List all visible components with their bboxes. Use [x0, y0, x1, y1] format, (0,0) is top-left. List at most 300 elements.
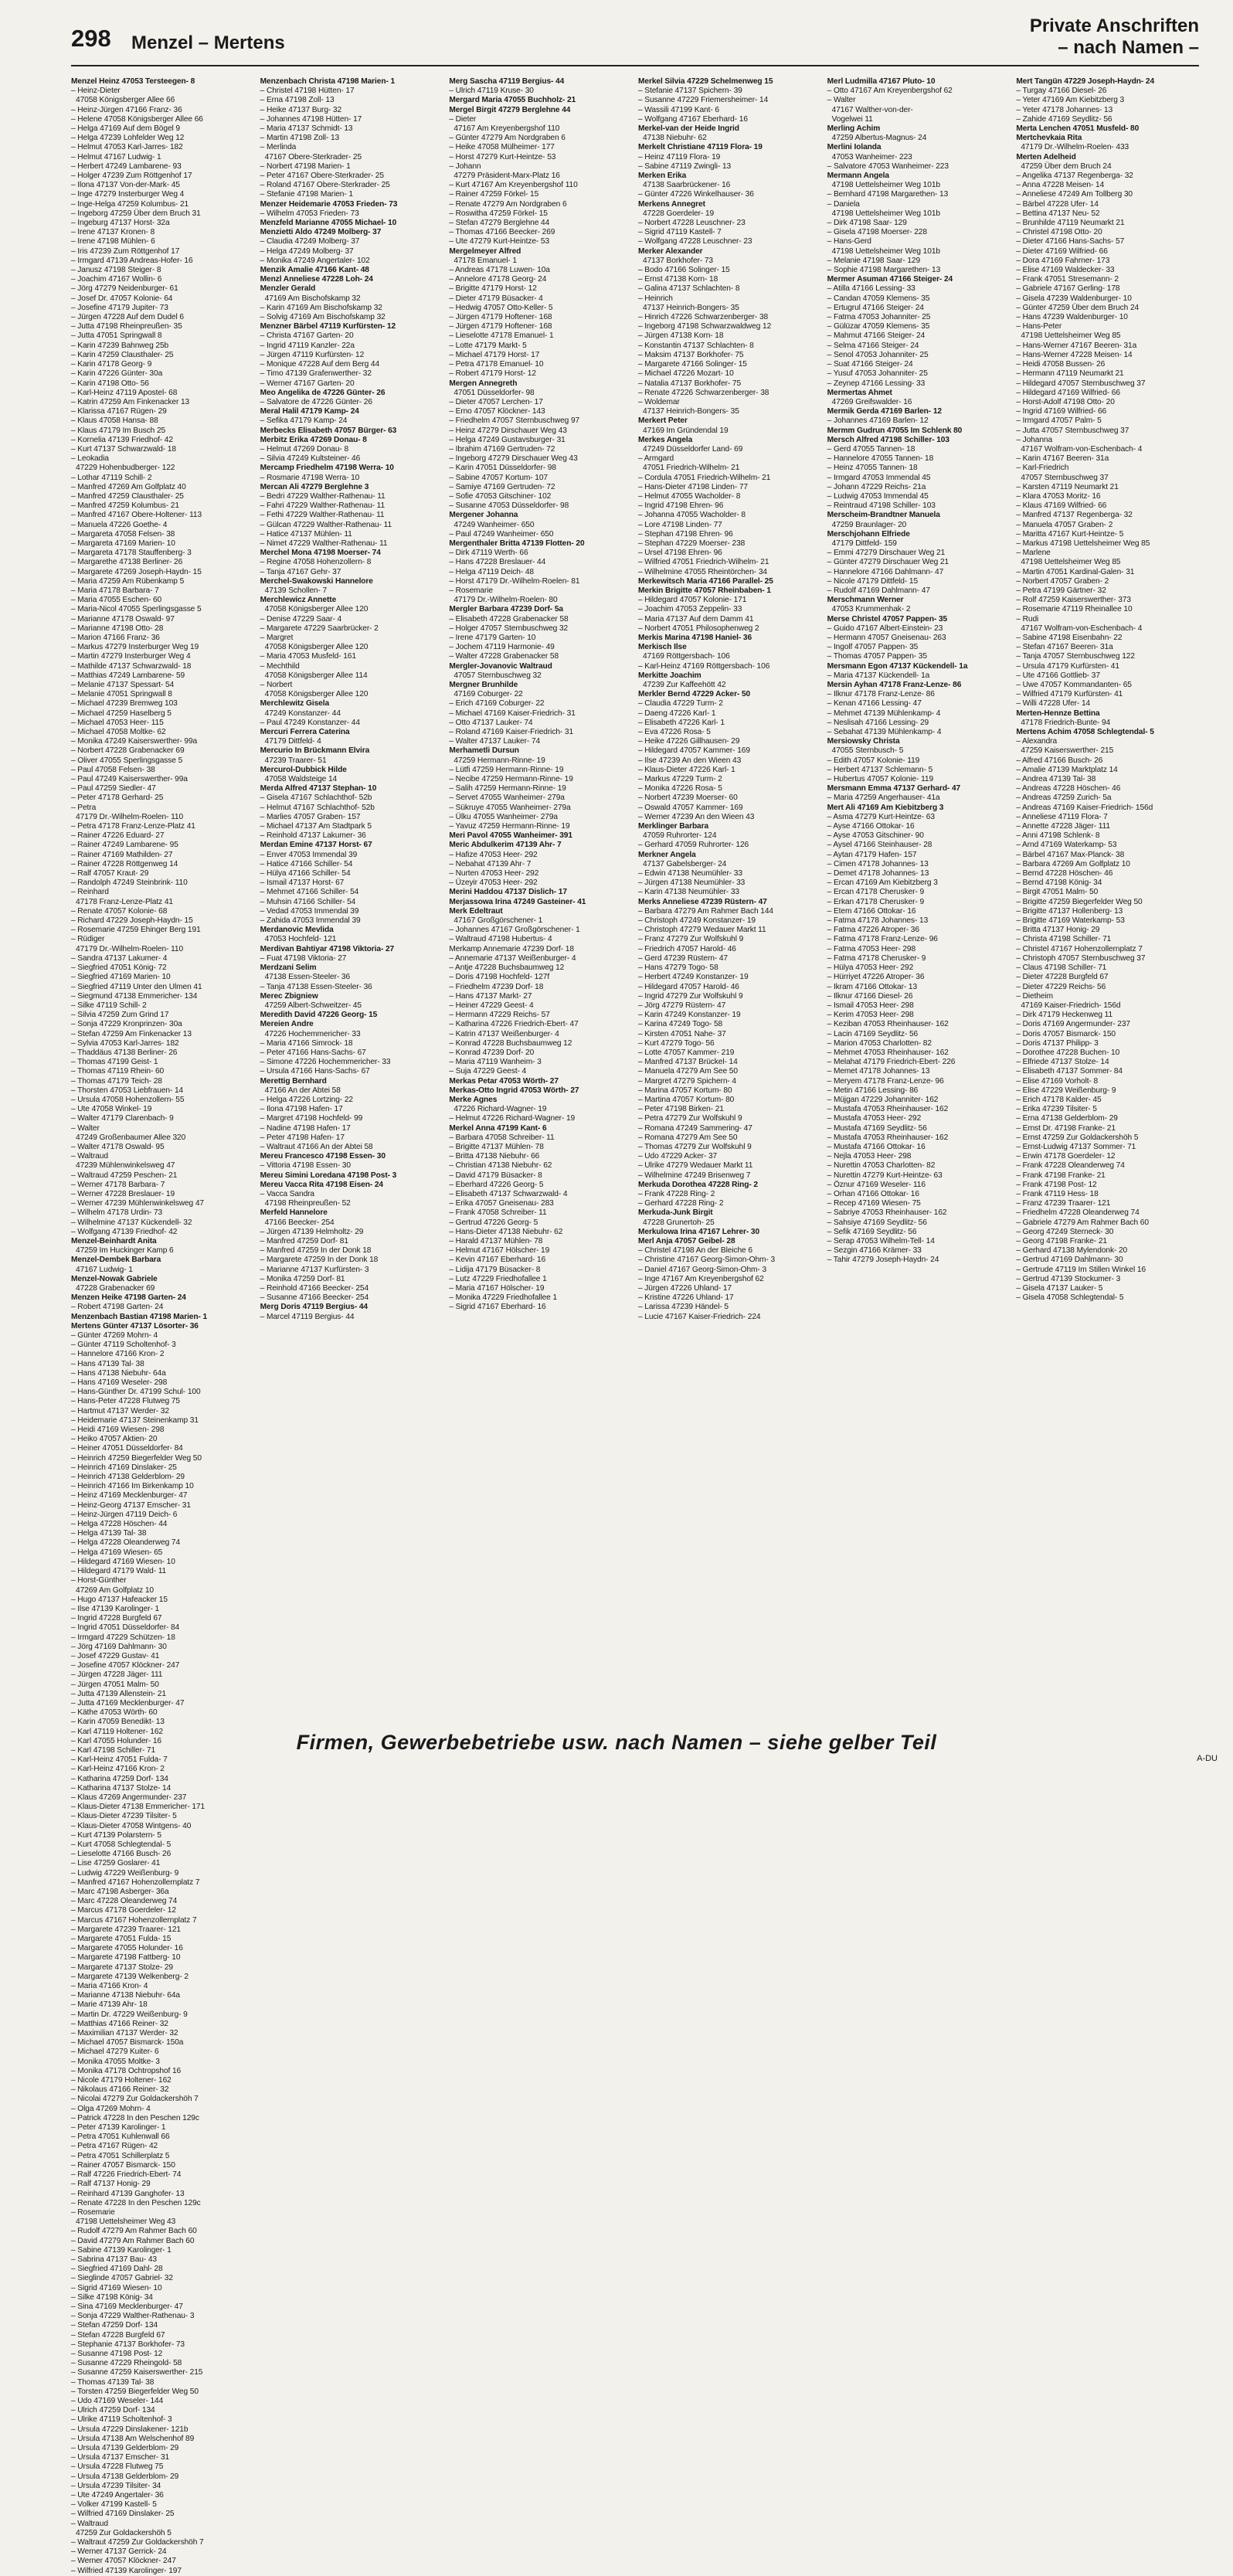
listing-entry: – Christine 47167 Georg-Simon-Ohm- 3 [638, 1256, 776, 1265]
listing-entry: – Maria 47259 Am Rübenkamp 5 [71, 576, 185, 586]
listing-entry: – Kurt 47058 Schlegtendal- 5 [71, 1840, 172, 1849]
listing-entry: – Irmgard 47229 Schützen- 18 [71, 1633, 175, 1642]
listing-entry: 47179 Dr.-Wilhelm-Roelen- 110 [76, 812, 184, 821]
surname-entry: Mergard Maria 47055 Buchholz- 21 [449, 96, 576, 105]
listing-entry: – Rainer 47228 Röttgenweg 14 [71, 859, 178, 868]
listing-entry: – Christel 47198 Hütten- 17 [260, 87, 355, 96]
surname-entry: Mereu Simini Loredana 47198 Post- 3 [260, 1171, 397, 1180]
listing-entry: – Marcel 47119 Bergius- 44 [260, 1312, 355, 1321]
listing-entry: – Manfred 47167 Obere-Holtener- 113 [71, 511, 202, 520]
listing-entry: – Stefan 47279 Berglehne 44 [449, 219, 550, 228]
listing-entry: – Gisela 47198 Moerser- 228 [827, 228, 927, 237]
listing-entry: – Hans 47138 Niebuhr- 64a [71, 1368, 166, 1378]
listing-entry: – Olga 47269 Mohrn- 4 [71, 2104, 151, 2113]
listing-entry: – Kenan 47166 Lessing- 47 [827, 699, 922, 709]
listing-entry: – Margarete 47051 Fulda- 15 [71, 1935, 172, 1944]
listing-entry: 47259 Hermann-Rinne- 19 [453, 756, 545, 765]
listing-entry: – Ibrahim 47169 Gertruden- 72 [449, 444, 555, 454]
listing-entry: – Reinhard [71, 888, 109, 897]
listing-entry: – Konrad 47239 Dorf- 20 [449, 1048, 535, 1057]
surname-entry: Mereu Vacca Rita 47198 Eisen- 24 [260, 1180, 383, 1189]
listing-entry: – Susanne 47053 Düsseldorfer- 98 [449, 501, 569, 511]
listing-entry: – Richard 47229 Joseph-Haydn- 15 [71, 916, 193, 926]
listing-entry: – Helmut 47226 Richard-Wagner- 19 [449, 1114, 576, 1123]
listing-entry: – Helga 47228 Oleanderweg 74 [71, 1538, 181, 1548]
listing-entry: – Ingeburg 47137 Horst- 32a [71, 219, 170, 228]
listing-entry: – Hildegard 47179 Wald- 11 [71, 1567, 167, 1576]
listing-entry: – Karin 47198 Otto- 56 [71, 379, 149, 388]
listing-entry: – Monika 47055 Moltke- 3 [71, 2057, 160, 2066]
listing-entry: – Barbara 47058 Schreiber- 11 [449, 1133, 555, 1142]
listing-entry: – Elisabeth 47137 Schwarzwald- 4 [449, 1189, 568, 1198]
listing-entry: – Cimen 47178 Johannes- 13 [827, 859, 929, 868]
surname-entry: Merchlewitz Gisela [260, 699, 330, 709]
listing-entry: – Inge 47167 Am Kreyenbergshof 62 [638, 1274, 764, 1283]
listing-entry: – Markus 47229 Turm- 2 [638, 775, 722, 784]
listing-entry: – Karin 47249 Konstanzer- 19 [638, 1011, 741, 1020]
listing-entry: 47178 Emanuel- 1 [453, 256, 517, 265]
listing-entry: – Gülüzar 47059 Klemens- 35 [827, 322, 930, 331]
listing-entry: – Michael 47137 Am Stadtpark 5 [260, 822, 372, 831]
listing-entry: – Dorothee 47228 Buchen- 10 [1016, 1048, 1120, 1057]
listing-entry: – Birgit 47051 Malm- 50 [1016, 888, 1099, 897]
listing-entry: – Yeter 47169 Am Kiebitzberg 3 [1016, 96, 1125, 105]
listing-entry: – Ülku 47055 Wanheimer- 279a [449, 812, 558, 821]
surname-entry: Menzel-Nowak Gabriele [71, 1274, 158, 1283]
listing-entry: – Heike 47226 Gillhausen- 29 [638, 737, 740, 746]
listing-entry: – Peter 47166 Hans-Sachs- 67 [260, 1048, 366, 1057]
listing-entry: – Norbert 47228 Grabenacker 69 [71, 746, 185, 756]
listing-entry: – Elisabeth 47226 Karl- 1 [638, 718, 725, 727]
listing-entry: – Kurt 47167 Am Kreyenbergshof 110 [449, 181, 578, 190]
listing-entry: – Margarete 47055 Holunder- 16 [71, 1944, 183, 1953]
listing-entry: – Angelika 47137 Regenberga- 32 [1016, 172, 1133, 181]
listing-entry: – Werner 47137 Gerrick- 24 [71, 2547, 167, 2557]
listing-entry: – Silvia 47249 Kultsteiner- 46 [260, 454, 361, 464]
listing-entry: – Sabine 47119 Zwingli- 13 [638, 161, 732, 171]
listing-entry: – Mustafa 47053 Heer- 292 [827, 1114, 922, 1123]
surname-entry: Mercan Ali 47279 Berglehne 3 [260, 482, 369, 491]
surname-entry: Merkel Anna 47199 Kant- 6 [449, 1123, 547, 1133]
listing-entry: 47053 Hochfeld- 121 [264, 935, 337, 944]
listing-entry: – Helga 47249 Molberg- 37 [260, 246, 354, 256]
listing-entry: – Karin 47259 Clausthaler- 25 [71, 350, 174, 359]
listing-entry: – Heidi 47058 Bussen- 26 [1016, 360, 1106, 369]
listing-entry: – Jutta 47198 Rheinpreußen- 35 [71, 322, 182, 331]
listing-entry: – Günter 47279 Am Nordgraben 6 [449, 134, 566, 143]
listing-entry: – Marc 47198 Asberger- 36a [71, 1888, 169, 1896]
listing-entry: – Frank 47228 Ring- 2 [638, 1189, 715, 1198]
listing-entry: – Ilknur 47166 Diesel- 26 [827, 991, 913, 1001]
listing-entry: – Suja 47229 Geest- 4 [449, 1067, 527, 1076]
listing-entry: – Ralf 47057 Kraut- 29 [71, 869, 149, 878]
surname-entry: Merkel Silvia 47229 Schelmenweg 15 [638, 77, 773, 86]
listing-entry: – Maritta 47167 Kurt-Heintze- 5 [1016, 529, 1124, 539]
listing-entry: – Ludwig 47229 Weißenburg- 9 [71, 1868, 179, 1878]
listing-entry: – Werner 47178 Barbara- 7 [71, 1180, 165, 1189]
listing-entry: – Marlies 47057 Graben- 157 [260, 812, 361, 821]
listing-entry: 47058 Waldsteige 14 [264, 775, 338, 784]
listing-entry: – Dieter 47166 Hans-Sachs- 57 [1016, 237, 1125, 246]
listing-entry: – Reinhold 47137 Lakumer- 36 [260, 831, 366, 841]
listing-entry: – Ercan 47169 Am Kiebitzberg 3 [827, 878, 938, 888]
listing-entry: – Yusuf 47053 Johanniter- 25 [827, 369, 928, 379]
surname-entry: Merdzani Selim [260, 963, 317, 973]
listing-column-4 [638, 77, 821, 1322]
listing-entry: – Tahir 47279 Joseph-Haydn- 24 [827, 1256, 939, 1265]
listing-entry: 47249 Düsseldorfer Land- 69 [643, 444, 743, 454]
listing-entry: – Ursula 47139 Gelderblom- 29 [71, 2443, 179, 2452]
listing-entry: – Herbert 47249 Konstanzer- 19 [638, 973, 749, 982]
surname-entry: Merkas-Otto Ingrid 47053 Wörth- 27 [449, 1086, 579, 1095]
listing-entry: – Holger 47239 Zum Röttgenhof 17 [71, 172, 192, 181]
surname-entry: Merkler Bernd 47229 Acker- 50 [638, 690, 751, 699]
listing-entry: – Inge-Helga 47259 Kolumbus- 21 [71, 199, 189, 209]
listing-entry: – Fatma 47053 Heer- 298 [827, 944, 916, 953]
listing-entry: 47249 Wanheimer- 650 [453, 520, 535, 529]
listing-entry: – Ursula 47138 Am Welschenhof 89 [71, 2434, 195, 2443]
listing-entry: – Irmgard 47053 Immendal 45 [827, 473, 931, 482]
listing-entry: – Vittoria 47198 Essen- 30 [260, 1161, 351, 1171]
listing-entry: – Brigitte 47137 Hollenberg- 13 [1016, 906, 1123, 916]
listing-entry: – Hildegard 47057 Kammer- 169 [638, 746, 750, 756]
listing-entry: – Robert 47179 Horst- 12 [449, 369, 536, 379]
listing-entry: – Katrin 47137 Weißenburger- 4 [449, 1029, 559, 1038]
listing-entry: – Frank 47058 Schreiber- 11 [449, 1208, 547, 1218]
listing-entry: – Waltraut 47166 An der Abtei 58 [260, 1142, 373, 1151]
listing-entry: – Sebahat 47139 Mühlenkamp- 4 [827, 728, 942, 737]
listing-entry: – Necibe 47259 Hermann-Rinne- 19 [449, 775, 573, 784]
surname-entry: Merkner Angela [638, 850, 696, 859]
listing-entry: – Georg 47198 Franke- 21 [1016, 1236, 1107, 1246]
listing-entry: 47249 Konstanzer- 44 [264, 709, 341, 718]
listing-entry: 47239 Mühlenwinkelsweg 47 [76, 1161, 175, 1171]
listing-entry: – Ernst-Ludwig 47137 Sommer- 71 [1016, 1142, 1136, 1151]
listing-entry: – Kirsten 47051 Nahe- 37 [638, 1029, 726, 1038]
listing-entry: – Renate 47279 Am Nordgraben 6 [449, 199, 567, 209]
surname-entry: Merschjohann Elfriede [827, 529, 910, 539]
listing-entry: – Hugo 47137 Hafeacker 15 [71, 1595, 168, 1604]
listing-entry: – Nebahat 47139 Ahr- 7 [449, 859, 532, 868]
listing-entry: – Sabine 47198 Eisenbahn- 22 [1016, 633, 1123, 642]
listing-entry: – Elfriede 47137 Stolze- 14 [1016, 1058, 1109, 1067]
page-number: 298 [71, 25, 111, 52]
surname-entry: Merbitz Erika 47269 Donau- 8 [260, 435, 367, 444]
surname-entry: Mergen Annegreth [449, 379, 518, 388]
listing-entry: – Ursula 47239 Tilsiter- 34 [71, 2481, 161, 2490]
surname-entry: Mergener Johanna [449, 511, 518, 520]
listing-entry: 47179 Dr.-Wilhelm-Roelen- 433 [1021, 143, 1129, 152]
listing-entry: – Edwin 47138 Neumühler- 33 [638, 869, 742, 878]
listing-entry: – Brigitte 47169 Waterkamp- 53 [1016, 916, 1125, 926]
listing-entry: – Mustafa 47166 Ottokar- 16 [827, 1142, 926, 1151]
listing-entry: – Irene 47198 Mühlen- 6 [71, 237, 155, 246]
surname-entry: Merker Alexander [638, 246, 703, 256]
surname-entry: Merfeld Hannelore [260, 1208, 328, 1218]
listing-entry: – Michael 47279 Kuiter- 6 [71, 2048, 159, 2057]
listing-entry: 47249 Großenbaumer Allee 320 [76, 1133, 186, 1142]
listing-entry: – Kurt 47139 Polarstern- 5 [71, 1830, 161, 1840]
listing-entry: – Marlene [1016, 549, 1051, 558]
listing-entry: – Nurten 47053 Heer- 292 [449, 869, 539, 878]
listing-entry: – Torsten 47259 Biegerfelder Weg 50 [71, 2387, 199, 2396]
listing-entry: – Hans-Dieter 47198 Linden- 77 [638, 482, 748, 491]
listing-entry: – Michael 47239 Bremweg 103 [71, 699, 178, 709]
listing-entry: – Fatma 47053 Johanniter- 25 [827, 313, 931, 322]
listing-entry: – Michael 47058 Moltke- 62 [71, 728, 166, 737]
listing-entry: – Daniela [827, 199, 860, 209]
listing-entry: – Mustafa 47169 Seydlitz- 56 [827, 1123, 927, 1133]
listing-entry: – Hannelore 47055 Tannen- 18 [827, 454, 934, 464]
listing-entry: – Wilhelmine 47249 Brisenweg 7 [638, 1171, 751, 1180]
listing-entry: – Maria 47166 Simrock- 18 [260, 1038, 353, 1048]
listing-entry: – Heiko 47057 Aktien- 20 [71, 1435, 158, 1444]
listing-entry: – Karl-Heinz 47166 Kron- 2 [71, 1765, 165, 1774]
listing-entry: – Maria 47137 Schmidt- 13 [260, 124, 353, 134]
listing-entry: – Memet 47178 Johannes- 13 [827, 1067, 930, 1076]
listing-entry: – Ilona 47137 Von-der-Mark- 45 [71, 181, 180, 190]
listing-entry: – Karl-Heinz 47119 Apostel- 68 [71, 388, 178, 397]
listing-entry: – Ingeborg 47279 Dirschauer Weg 43 [449, 454, 578, 464]
listing-entry: – Walter 47137 Lauker- 74 [449, 737, 541, 746]
surname-entry: Merkisch Ilse [638, 643, 687, 652]
listing-entry: – Sükruye 47055 Wanheimer- 279a [449, 803, 571, 812]
listing-entry: – Maria 47166 Kron- 4 [71, 1982, 148, 1991]
surname-entry: Merkulowa Irina 47167 Lehrer- 30 [638, 1227, 760, 1236]
listing-entry: – Ingolf 47057 Pappen- 35 [827, 643, 919, 652]
listing-entry: – Silvia 47259 Zum Grind 17 [71, 1011, 169, 1020]
listing-entry: – Bärbel 47228 Ufer- 14 [1016, 199, 1099, 209]
listing-entry: – Renate 47228 In den Peschen 129c [71, 2198, 201, 2207]
listing-entry: – Wolfgang 47139 Friedhof- 42 [71, 1227, 178, 1236]
listing-entry: – Ilse 47239 An den Wieen 43 [638, 756, 742, 765]
listing-entry: – Lütfi 47259 Hermann-Rinne- 19 [449, 765, 564, 774]
listing-entry: – Hannelore 47166 Dahlmann- 47 [827, 567, 944, 576]
listing-entry: – Siegfried 47119 Unter den Ulmen 41 [71, 982, 202, 991]
listing-entry: – Roland 47167 Obere-Sterkrader- 25 [260, 181, 390, 190]
listing-entry: – Reintraud 47198 Schiller- 103 [827, 501, 936, 511]
listing-entry: – Annelore 47178 Georg- 24 [449, 275, 547, 284]
listing-entry: – Helga 47249 Gustavsburger- 31 [449, 435, 566, 444]
listing-entry: 47139 Schollen- 7 [264, 586, 328, 595]
listing-entry: – Norbert 47228 Leuschner- 23 [638, 219, 746, 228]
surname-entry: Merchel Mona 47198 Moerser- 74 [260, 549, 381, 558]
listing-entry: – Kristine 47226 Uhland- 17 [638, 1293, 734, 1303]
listing-entry: – Lacin 47169 Seydlitz- 56 [827, 1029, 919, 1038]
listing-entry: – Martin Dr. 47229 Weißenburg- 9 [71, 2010, 188, 2019]
listing-entry: – Karl-Friedrich [1016, 464, 1069, 473]
listing-entry: – Maria 47259 Angerhauser- 41a [827, 794, 940, 803]
listing-entry: – Gertrud 47139 Stockumer- 3 [1016, 1274, 1121, 1283]
listing-entry: – Annemarie 47137 Weißenburger- 4 [449, 953, 576, 963]
listing-entry: – Galina 47137 Schlachten- 8 [638, 284, 740, 294]
listing-entry: – Wilfried 47169 Dinslaker- 25 [71, 2510, 175, 2519]
listing-entry: – Franz 47239 Traarer- 121 [1016, 1199, 1111, 1208]
listing-entry: – Petra 47167 Rügen- 42 [71, 2142, 158, 2151]
listing-entry: – Frank 47228 Oleanderweg 74 [1016, 1161, 1125, 1171]
listing-entry: – Lore 47198 Linden- 77 [638, 520, 722, 529]
listing-entry: – Ursel 47198 Ehren- 96 [638, 549, 722, 558]
listing-entry: – Fatma 47178 Cherusker- 9 [827, 953, 926, 963]
listing-entry: – Metin 47166 Lessing- 86 [827, 1086, 919, 1095]
header-rule [71, 65, 1199, 66]
listing-entry: – Thomas 47139 Tal- 38 [71, 2377, 155, 2387]
listing-entry: – Doris 47169 Angermunder- 237 [1016, 1020, 1130, 1029]
listing-entry: – Manfred 47259 Clausthaler- 25 [71, 491, 184, 501]
surname-entry: Merbecks Elisabeth 47057 Bürger- 63 [260, 426, 397, 435]
listing-entry: – Heidemarie 47137 Steinenkamp 31 [71, 1415, 199, 1425]
listing-entry: 47167 Wolfram-von-Eschenbach- 4 [1021, 624, 1143, 633]
listing-entry: – Hildegard 47169 Wiesen- 10 [71, 1557, 175, 1566]
listing-entry: – Lise 47259 Goslarer- 41 [71, 1859, 161, 1868]
listing-entry: 47259 Kaiserswerther- 215 [1021, 746, 1114, 756]
listing-entry: – Amalie 47139 Marktplatz 14 [1016, 765, 1118, 774]
listing-entry: – Mustafa 47053 Rheinhauser- 162 [827, 1105, 949, 1114]
listing-entry: – Thomas 47279 Zur Wolfskuhl 9 [638, 1142, 752, 1151]
listing-entry: – Paul 47259 Siedler- 47 [71, 784, 156, 794]
listing-entry: – Helmut 47167 Schlachthof- 52b [260, 803, 375, 812]
listing-entry: – Heiner 47051 Düsseldorfer- 84 [71, 1444, 183, 1453]
listing-entry: – Hedwig 47057 Otto-Keller- 5 [449, 303, 553, 312]
listing-entry: – Johann [449, 161, 481, 171]
listing-entry: – Christa 47167 Garten- 20 [260, 331, 354, 341]
listing-entry: – Maximilian 47137 Werder- 32 [71, 2029, 178, 2038]
listing-entry: – Nicolai 47279 Zur Goldackershöh 7 [71, 2095, 199, 2104]
listing-entry: – Maria 47178 Barbara- 7 [71, 586, 159, 595]
listing-entry: – Hildegard 47057 Harold- 46 [638, 982, 739, 991]
listing-entry: – Georg 47249 Sterneck- 30 [1016, 1227, 1114, 1236]
listing-entry: – Ludwig 47053 Immendal 45 [827, 491, 929, 501]
listing-entry: – Sabrina 47137 Bau- 43 [71, 2255, 157, 2264]
listing-entry: 47058 Königsberger Allee 120 [264, 690, 369, 699]
listing-entry: – Erika 47239 Tilsiter- 5 [1016, 1105, 1097, 1114]
listing-entry: – Petra 47178 Emanuel- 10 [449, 360, 544, 369]
listing-entry: – Erkan 47178 Cherusker- 9 [827, 897, 925, 906]
listing-entry: – Klaus-Dieter 47138 Emmericher- 171 [71, 1803, 206, 1812]
listing-entry: – Klaus 47058 Hansa- 88 [71, 416, 158, 426]
listing-entry: – Lidija 47179 Büsacker- 8 [449, 1265, 541, 1274]
surname-entry: Mert Ali 47169 Am Kiebitzberg 3 [827, 803, 944, 812]
listing-entry: – Marc 47228 Oleanderweg 74 [71, 1897, 178, 1906]
listing-entry: – Margarete 47229 Saarbrücker- 2 [260, 624, 379, 633]
listing-entry: – Ralf 47226 Friedrich-Ebert- 74 [71, 2170, 182, 2180]
listing-entry: – Helmut 47055 Wacholder- 8 [638, 491, 741, 501]
surname-entry: Mercuri Ferrera Caterina [260, 728, 350, 737]
surname-entry: Menzer Heidemarie 47053 Frieden- 73 [260, 199, 398, 209]
listing-entry: – Rudi [1016, 614, 1039, 624]
listing-entry: – Kerim 47053 Heer- 298 [827, 1011, 914, 1020]
listing-entry: – Daeng 47226 Karl- 1 [638, 709, 716, 718]
listing-entry: – Günter 47269 Mohrn- 4 [71, 1331, 158, 1341]
listing-entry: – Rainer 47259 Förkel- 15 [449, 190, 539, 199]
listing-entry: – Mahmut 47166 Steiger- 24 [827, 331, 926, 341]
listing-entry: – Jörg 47279 Rüstern- 47 [638, 1001, 726, 1010]
listing-entry: – Markus 47279 Insterburger Weg 19 [71, 643, 199, 652]
listing-entry: – Woldemar [638, 397, 680, 406]
listing-entry: – Sandra 47137 Lakumer- 4 [71, 953, 168, 963]
listing-entry: – Aysel 47166 Steinhauser- 28 [827, 841, 932, 850]
listing-entry: – Jochem 47119 Harmonie- 49 [449, 643, 555, 652]
surname-entry: Mert Tangün 47229 Joseph-Haydn- 24 [1016, 77, 1155, 86]
listing-entry: – Hans 47239 Waldenburger- 10 [1016, 313, 1128, 322]
listing-entry: – Karsten 47119 Neumarkt 21 [1016, 482, 1119, 491]
listing-entry: – Ilse 47139 Karolinger- 1 [71, 1604, 160, 1613]
listing-column-7 [71, 1322, 254, 2576]
listing-entry: – Lieselotte 47166 Busch- 26 [71, 1850, 172, 1859]
surname-entry: Merchel-Swakowski Hannelore [260, 576, 373, 586]
listing-entry: – Anna 47228 Meisen- 14 [1016, 181, 1105, 190]
listing-entry: – Margarete 47139 Welkenberg- 2 [71, 1972, 189, 1981]
surname-entry: Mermm Gudrun 47055 Im Schlenk 80 [827, 426, 963, 435]
listing-entry: – Bernd 47228 Höschen- 46 [1016, 869, 1113, 878]
listing-entry: – Sofie 47053 Gitschiner- 102 [449, 491, 552, 501]
listing-entry: – Timo 47139 Grafenwerther- 32 [260, 369, 372, 379]
listing-entry: – Stefan 47259 Am Finkenacker 13 [71, 1029, 192, 1038]
listing-entry: – Ismail 47053 Heer- 298 [827, 1001, 914, 1010]
listing-entry: – Brunhilde 47119 Neumarkt 21 [1016, 219, 1125, 228]
surname-entry: Mergenthaler Britta 47139 Flotten- 20 [449, 539, 585, 548]
listing-entry: – Michael 47053 Heer- 115 [71, 718, 164, 727]
listing-entry: – Ernst 47138 Korn- 18 [638, 275, 718, 284]
surname-entry: Merda Alfred 47137 Stephan- 10 [260, 784, 377, 794]
listing-entry: – Heinrich 47259 Biegerfelder Weg 50 [71, 1453, 202, 1463]
listing-entry: 47229 Hohenbudberger- 122 [76, 464, 175, 473]
listing-entry: – Hans-Werner 47228 Meisen- 14 [1016, 350, 1133, 359]
listing-entry: – Stefanie 47198 Marien- 1 [260, 190, 353, 199]
listing-entry: – Petra [71, 803, 97, 812]
listing-entry: – Maria 47119 Wanheim- 3 [449, 1058, 542, 1067]
listing-entry: – Katharina 47259 Dorf- 134 [71, 1774, 168, 1783]
listing-entry: – Ingrid 47198 Ehren- 96 [638, 501, 724, 511]
listing-entry: – Enver 47053 Immendal 39 [260, 850, 358, 859]
listing-entry: 47138 Essen-Steeler- 36 [264, 973, 351, 982]
listing-entry: – Kornelia 47139 Friedhof- 42 [71, 435, 173, 444]
listing-entry: – Dirk 47179 Heckenweg 11 [1016, 1011, 1113, 1020]
listing-entry: 47137 Borkhofer- 73 [643, 256, 713, 265]
listing-entry: – Claudia 47249 Molberg- 37 [260, 237, 360, 246]
listing-entry: – Frank 47119 Hess- 18 [1016, 1189, 1099, 1198]
listing-entry: – Wilhelm 47053 Frieden- 73 [260, 209, 359, 218]
listing-entry: – Klaus 47169 Wilfried- 66 [1016, 501, 1107, 511]
surname-entry: Mersmann Emma 47137 Gerhard- 47 [827, 784, 961, 794]
listing-entry: – Gertrud 47169 Dahlmann- 30 [1016, 1256, 1123, 1265]
listing-entry: – Jürgen 47119 Kurfürsten- 12 [260, 350, 365, 359]
listing-entry: – Margarete 47239 Traarer- 121 [71, 1925, 181, 1934]
surname-entry: Mertens Achim 47058 Schlegtendal- 5 [1016, 728, 1154, 737]
listing-entry: – Jutta 47051 Springwall 8 [71, 331, 162, 341]
listing-entry: – Margareta 47178 Stauffenberg- 3 [71, 549, 192, 558]
listing-entry: – Horst 47179 Dr.-Wilhelm-Roelen- 81 [449, 576, 580, 586]
listing-entry: – Volker 47199 Kastell- 5 [71, 2500, 157, 2510]
listing-entry: – Sonja 47229 Kronprinzen- 30a [71, 1020, 182, 1029]
listing-entry: – Jürgen 47228 Auf dem Dudel 6 [71, 313, 184, 322]
listing-entry: – Klaus-Dieter 47226 Karl- 1 [638, 765, 735, 774]
listing-entry: 47169 Röttgersbach- 106 [643, 652, 730, 661]
listing-entry: – Marion 47166 Franz- 36 [71, 633, 160, 642]
listing-entry: – Heidi 47169 Wiesen- 298 [71, 1426, 165, 1435]
listing-entry: – Fatma 47178 Johannes- 13 [827, 916, 929, 926]
listing-entry: – Bernhard 47198 Margarethen- 13 [827, 190, 949, 199]
listing-entry: – Christoph 47249 Konstanzer- 19 [638, 916, 756, 926]
listing-entry: – Marianne 47178 Oswald- 97 [71, 614, 175, 624]
listing-entry: – Wilfried 47051 Friedrich-Wilhelm- 21 [638, 558, 769, 567]
listing-entry: – Sabine 47139 Karolinger- 1 [71, 2245, 172, 2255]
listing-entry: – Hermann 47119 Neumarkt 21 [1016, 369, 1124, 379]
listing-entry: – Herbert 47249 Lambarene- 93 [71, 161, 182, 171]
listing-entry: – Susanne 47259 Kaiserswerther- 215 [71, 2368, 203, 2377]
listing-entry: – Karin 47167 Beeren- 31a [1016, 454, 1109, 464]
listing-entry: – Ulrike 47119 Scholtenhof- 3 [71, 2415, 172, 2425]
